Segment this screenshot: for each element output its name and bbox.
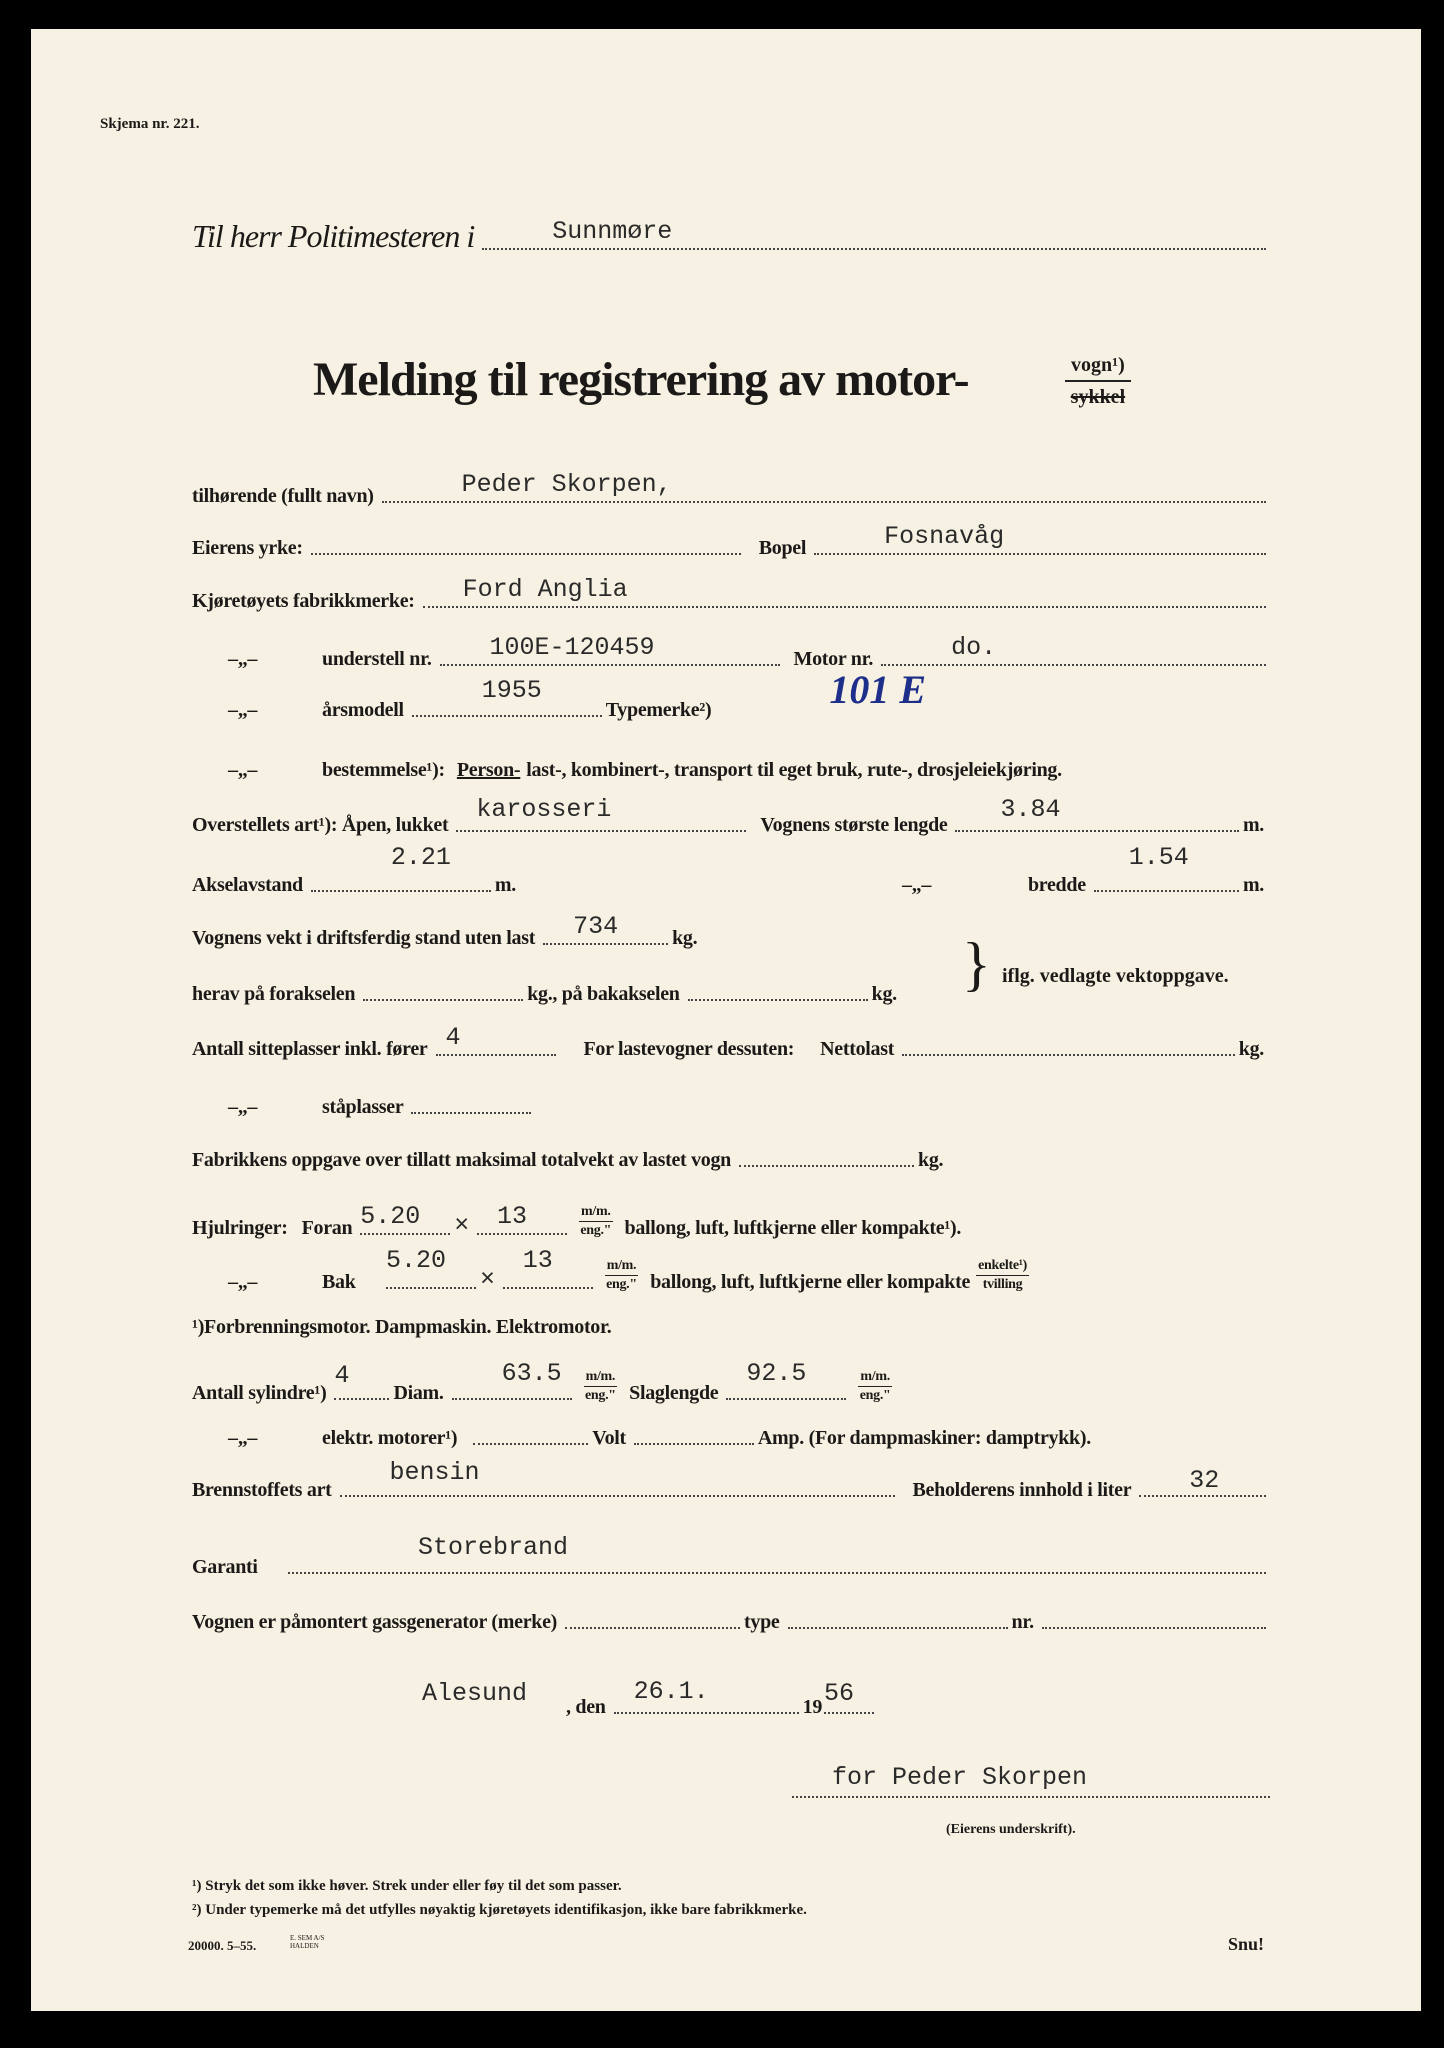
gas-generator-label: Vognen er påmontert gassgenerator (merke) xyxy=(192,1611,558,1633)
body-field[interactable] xyxy=(456,795,746,832)
rear-axle-unit: kg. xyxy=(871,983,897,1005)
cylinders-field[interactable] xyxy=(334,1361,389,1400)
motor-types-row xyxy=(192,1316,1270,1339)
electric-motors-label: elektr. motorer¹) xyxy=(322,1427,458,1449)
fuel-value: bensin xyxy=(389,1458,480,1487)
weight-field[interactable] xyxy=(543,912,668,945)
insurance-value: Storebrand xyxy=(418,1533,569,1562)
front-axle-field[interactable] xyxy=(363,997,523,1001)
form-title: Melding til registrering av motor- xyxy=(313,353,969,406)
max-weight-label: Fabrikkens oppgave over tillatt maksimal totalvekt av lastet vogn xyxy=(192,1149,732,1171)
standing-row xyxy=(192,1096,692,1119)
truck-label: For lastevogner dessuten: xyxy=(583,1038,795,1060)
cylinders-row xyxy=(192,1359,1270,1405)
standing-field[interactable] xyxy=(411,1110,531,1114)
weight-unit: kg. xyxy=(672,927,698,949)
length-value: 3.84 xyxy=(1000,795,1061,824)
volt-field[interactable] xyxy=(634,1441,754,1445)
place-field[interactable] xyxy=(412,1679,562,1714)
title-fraction xyxy=(1065,350,1131,412)
single-label: enkelte¹) xyxy=(976,1257,1029,1276)
purpose-selected: Person- xyxy=(456,759,521,781)
printer-name: E. SEM A/S HALDEN xyxy=(290,1934,325,1950)
year-row xyxy=(192,667,1270,722)
occupation-row xyxy=(192,522,1270,560)
front-tyre-diameter: 13 xyxy=(497,1202,528,1231)
insurance-field[interactable] xyxy=(288,1533,1266,1574)
owner-row xyxy=(192,470,1270,508)
wheelbase-value: 2.21 xyxy=(390,843,451,872)
tank-field[interactable] xyxy=(1139,1466,1266,1497)
max-weight-field[interactable] xyxy=(739,1163,914,1167)
amp-label: Amp. (For dampmaskiner: damptrykk). xyxy=(757,1427,1091,1449)
gas-type-label: type xyxy=(744,1611,780,1633)
weight-row xyxy=(192,912,892,950)
date-year-value: 56 xyxy=(824,1679,855,1708)
stroke-field[interactable] xyxy=(726,1359,846,1400)
net-load-field[interactable] xyxy=(902,1052,1235,1056)
unit-mm: m/m. xyxy=(579,1203,613,1222)
body-row xyxy=(192,795,1270,837)
signature-value: for Peder Skorpen xyxy=(832,1763,1088,1792)
footnote-1: ¹) Stryk det som ikke høver. Strek under eller føy til det som passer. xyxy=(192,1878,622,1894)
length-unit: m. xyxy=(1242,814,1264,836)
weight-value: 734 xyxy=(573,912,619,941)
ditto-mark: –„– xyxy=(228,699,258,721)
signature-caption: (Eierens underskrift). xyxy=(946,1822,1076,1837)
body-value: karosseri xyxy=(476,795,612,824)
unit-fraction xyxy=(579,1203,619,1240)
width-unit: m. xyxy=(1242,874,1264,896)
make-value: Ford Anglia xyxy=(462,575,628,604)
year-label: årsmodell xyxy=(322,699,404,721)
seats-label: Antall sitteplasser inkl. fører xyxy=(192,1038,428,1060)
chassis-field[interactable] xyxy=(440,633,780,666)
signature-line[interactable] xyxy=(792,1762,1270,1798)
motor-value: do. xyxy=(951,633,997,662)
max-weight-unit: kg. xyxy=(918,1149,944,1171)
chassis-value: 100E-120459 xyxy=(489,633,655,662)
volt-label: Volt xyxy=(592,1427,626,1449)
diameter-label: Diam. xyxy=(393,1382,444,1404)
seats-value: 4 xyxy=(445,1023,461,1052)
seats-field[interactable] xyxy=(436,1023,556,1056)
rear-tyre-diameter-field[interactable] xyxy=(503,1246,593,1289)
cylinders-value: 4 xyxy=(334,1361,350,1390)
ditto-mark: –„– xyxy=(228,1096,258,1118)
ditto-mark: –„– xyxy=(228,648,258,670)
unit-eng: eng." xyxy=(580,1223,612,1238)
front-axle-label: herav på forakselen xyxy=(192,983,356,1005)
addressee-value: Sunnmøre xyxy=(552,217,673,246)
fuel-label: Brennstoffets art xyxy=(192,1479,332,1501)
owner-value: Peder Skorpen, xyxy=(461,470,672,499)
electric-row xyxy=(192,1427,1270,1450)
gas-type-field[interactable] xyxy=(788,1625,1008,1629)
tank-label: Beholderens innhold i liter xyxy=(912,1479,1132,1501)
ditto-mark: –„– xyxy=(901,874,932,896)
width-field[interactable] xyxy=(1094,843,1239,892)
front-tyre-label: Foran xyxy=(301,1217,353,1239)
rear-tyre-diameter: 13 xyxy=(522,1246,553,1275)
front-tyres-row xyxy=(192,1203,1270,1240)
weight-label: Vognens vekt i driftsferdig stand uten last xyxy=(192,927,536,949)
stroke-label: Slaglengde xyxy=(629,1382,719,1404)
chassis-label: understell nr. xyxy=(322,648,432,670)
tank-value: 32 xyxy=(1189,1466,1220,1495)
gas-nr-label: nr. xyxy=(1011,1611,1034,1633)
title-frac-top: vogn¹) xyxy=(1065,350,1131,382)
date-value: 26.1. xyxy=(633,1677,709,1706)
owner-field[interactable] xyxy=(382,470,1266,503)
addressee-label: Til herr Politimesteren i xyxy=(192,218,475,254)
addressee-field[interactable] xyxy=(482,217,1266,250)
place-date-row xyxy=(410,1677,970,1719)
single-twin-fraction xyxy=(976,1257,1035,1294)
motor-label: Motor nr. xyxy=(793,648,874,670)
rear-axle-field[interactable] xyxy=(688,997,868,1001)
type-label: Typemerke²) xyxy=(605,699,712,721)
turn-over-note: Snu! xyxy=(1228,1934,1265,1954)
motor-field[interactable] xyxy=(881,633,1266,666)
occupation-label: Eierens yrke: xyxy=(192,537,303,559)
owner-label: tilhørende (fullt navn) xyxy=(192,485,374,507)
unit-eng: eng." xyxy=(859,1388,891,1403)
net-load-unit: kg. xyxy=(1238,1038,1264,1060)
rear-tyre-width: 5.20 xyxy=(386,1246,447,1275)
diameter-value: 63.5 xyxy=(501,1359,562,1388)
length-field[interactable] xyxy=(955,795,1238,832)
width-label: bredde xyxy=(1027,874,1086,896)
unit-mm: m/m. xyxy=(858,1368,892,1387)
insurance-row xyxy=(192,1533,1270,1579)
insurance-label: Garanti xyxy=(192,1556,258,1578)
gas-generator-row xyxy=(192,1611,1270,1634)
wheelbase-unit: m. xyxy=(494,874,516,896)
cylinders-label: Antall sylindre¹) xyxy=(192,1382,327,1404)
residence-field[interactable] xyxy=(814,522,1266,555)
unit-fraction xyxy=(858,1368,898,1405)
unit-fraction xyxy=(584,1368,624,1405)
width-value: 1.54 xyxy=(1128,843,1189,872)
body-label: Overstellets art¹): Åpen, lukket xyxy=(192,814,449,836)
rear-tyre-type: ballong, luft, luftkjerne eller kompakte xyxy=(650,1271,971,1293)
unit-eng: eng." xyxy=(584,1388,616,1403)
type-value: 101 E xyxy=(829,667,927,712)
axle-weight-row xyxy=(192,983,952,1006)
diameter-field[interactable] xyxy=(452,1359,572,1400)
front-tyre-width-field[interactable] xyxy=(360,1202,450,1235)
year-value: 1955 xyxy=(481,676,542,705)
front-tyre-width: 5.20 xyxy=(360,1202,421,1231)
addressee-row xyxy=(192,218,1270,255)
twin-label: tvilling xyxy=(982,1277,1023,1292)
brace: } xyxy=(962,931,991,997)
fuel-field[interactable] xyxy=(340,1458,895,1497)
rear-axle-label: kg., på bakakselen xyxy=(527,983,680,1005)
purpose-options: last-, kombinert-, transport til eget bruk, rute-, drosjeleiekjøring. xyxy=(526,759,1062,781)
ditto-mark: –„– xyxy=(228,1271,258,1293)
date-field[interactable] xyxy=(614,1677,799,1714)
tyres-label: Hjulringer: xyxy=(192,1217,288,1239)
front-tyre-diameter-field[interactable] xyxy=(477,1202,567,1235)
occupation-field[interactable] xyxy=(311,551,741,555)
ditto-mark: –„– xyxy=(228,1427,258,1449)
wheelbase-field[interactable] xyxy=(311,843,491,892)
electric-motors-field[interactable] xyxy=(473,1441,588,1445)
make-label: Kjøretøyets fabrikkmerke: xyxy=(192,590,415,612)
net-load-label: Nettolast xyxy=(820,1038,895,1060)
unit-eng: eng." xyxy=(606,1277,637,1292)
motor-types: ¹)Forbrenningsmotor. Dampmaskin. Elektromotor. xyxy=(192,1316,612,1338)
seats-row xyxy=(192,1023,1270,1061)
fuel-row xyxy=(192,1458,1270,1502)
rear-tyre-label: Bak xyxy=(322,1271,356,1293)
ditto-mark: –„– xyxy=(228,759,258,781)
times-sign: × xyxy=(480,1265,495,1294)
make-row xyxy=(192,575,1270,613)
weight-note: iflg. vedlagte vektoppgave. xyxy=(1002,965,1229,987)
year-field[interactable] xyxy=(412,676,602,717)
standing-label: ståplasser xyxy=(322,1096,404,1118)
make-field[interactable] xyxy=(423,575,1266,608)
title-frac-bottom: sykkel xyxy=(1070,386,1126,408)
purpose-row xyxy=(192,759,1270,782)
times-sign: × xyxy=(454,1211,469,1240)
place-value: Alesund xyxy=(422,1679,528,1708)
unit-fraction xyxy=(605,1257,645,1294)
gas-nr-field[interactable] xyxy=(1042,1625,1266,1629)
chassis-row xyxy=(192,633,1270,671)
rear-tyre-width-field[interactable] xyxy=(386,1246,476,1289)
print-run: 20000. 5–55. xyxy=(188,1938,257,1953)
residence-value: Fosnavåg xyxy=(884,522,1005,551)
footnote-2: ²) Under typemerke må det utfylles nøyaktig kjøretøyets identifikasjon, ikke bare fabrikkmerke. xyxy=(192,1902,807,1918)
stroke-value: 92.5 xyxy=(746,1359,807,1388)
gas-generator-field[interactable] xyxy=(565,1625,740,1629)
front-tyre-type: ballong, luft, luftkjerne eller kompakte¹). xyxy=(624,1217,962,1239)
year-field-date[interactable] xyxy=(824,1679,874,1714)
length-label: Vognens største lengde xyxy=(760,814,948,836)
wheelbase-row xyxy=(192,843,1270,897)
wheelbase-label: Akselavstand xyxy=(192,874,303,896)
unit-mm: m/m. xyxy=(605,1257,639,1276)
rear-tyres-row xyxy=(192,1246,1270,1294)
den-label: , den xyxy=(566,1696,606,1718)
form-number: Skjema nr. 221. xyxy=(100,116,200,132)
century-label: 19 xyxy=(802,1696,823,1718)
type-field[interactable] xyxy=(719,667,1266,717)
max-weight-row xyxy=(192,1149,1092,1172)
purpose-label: bestemmelse¹): xyxy=(322,759,445,781)
unit-mm: m/m. xyxy=(584,1368,618,1387)
residence-label: Bopel xyxy=(758,537,807,559)
